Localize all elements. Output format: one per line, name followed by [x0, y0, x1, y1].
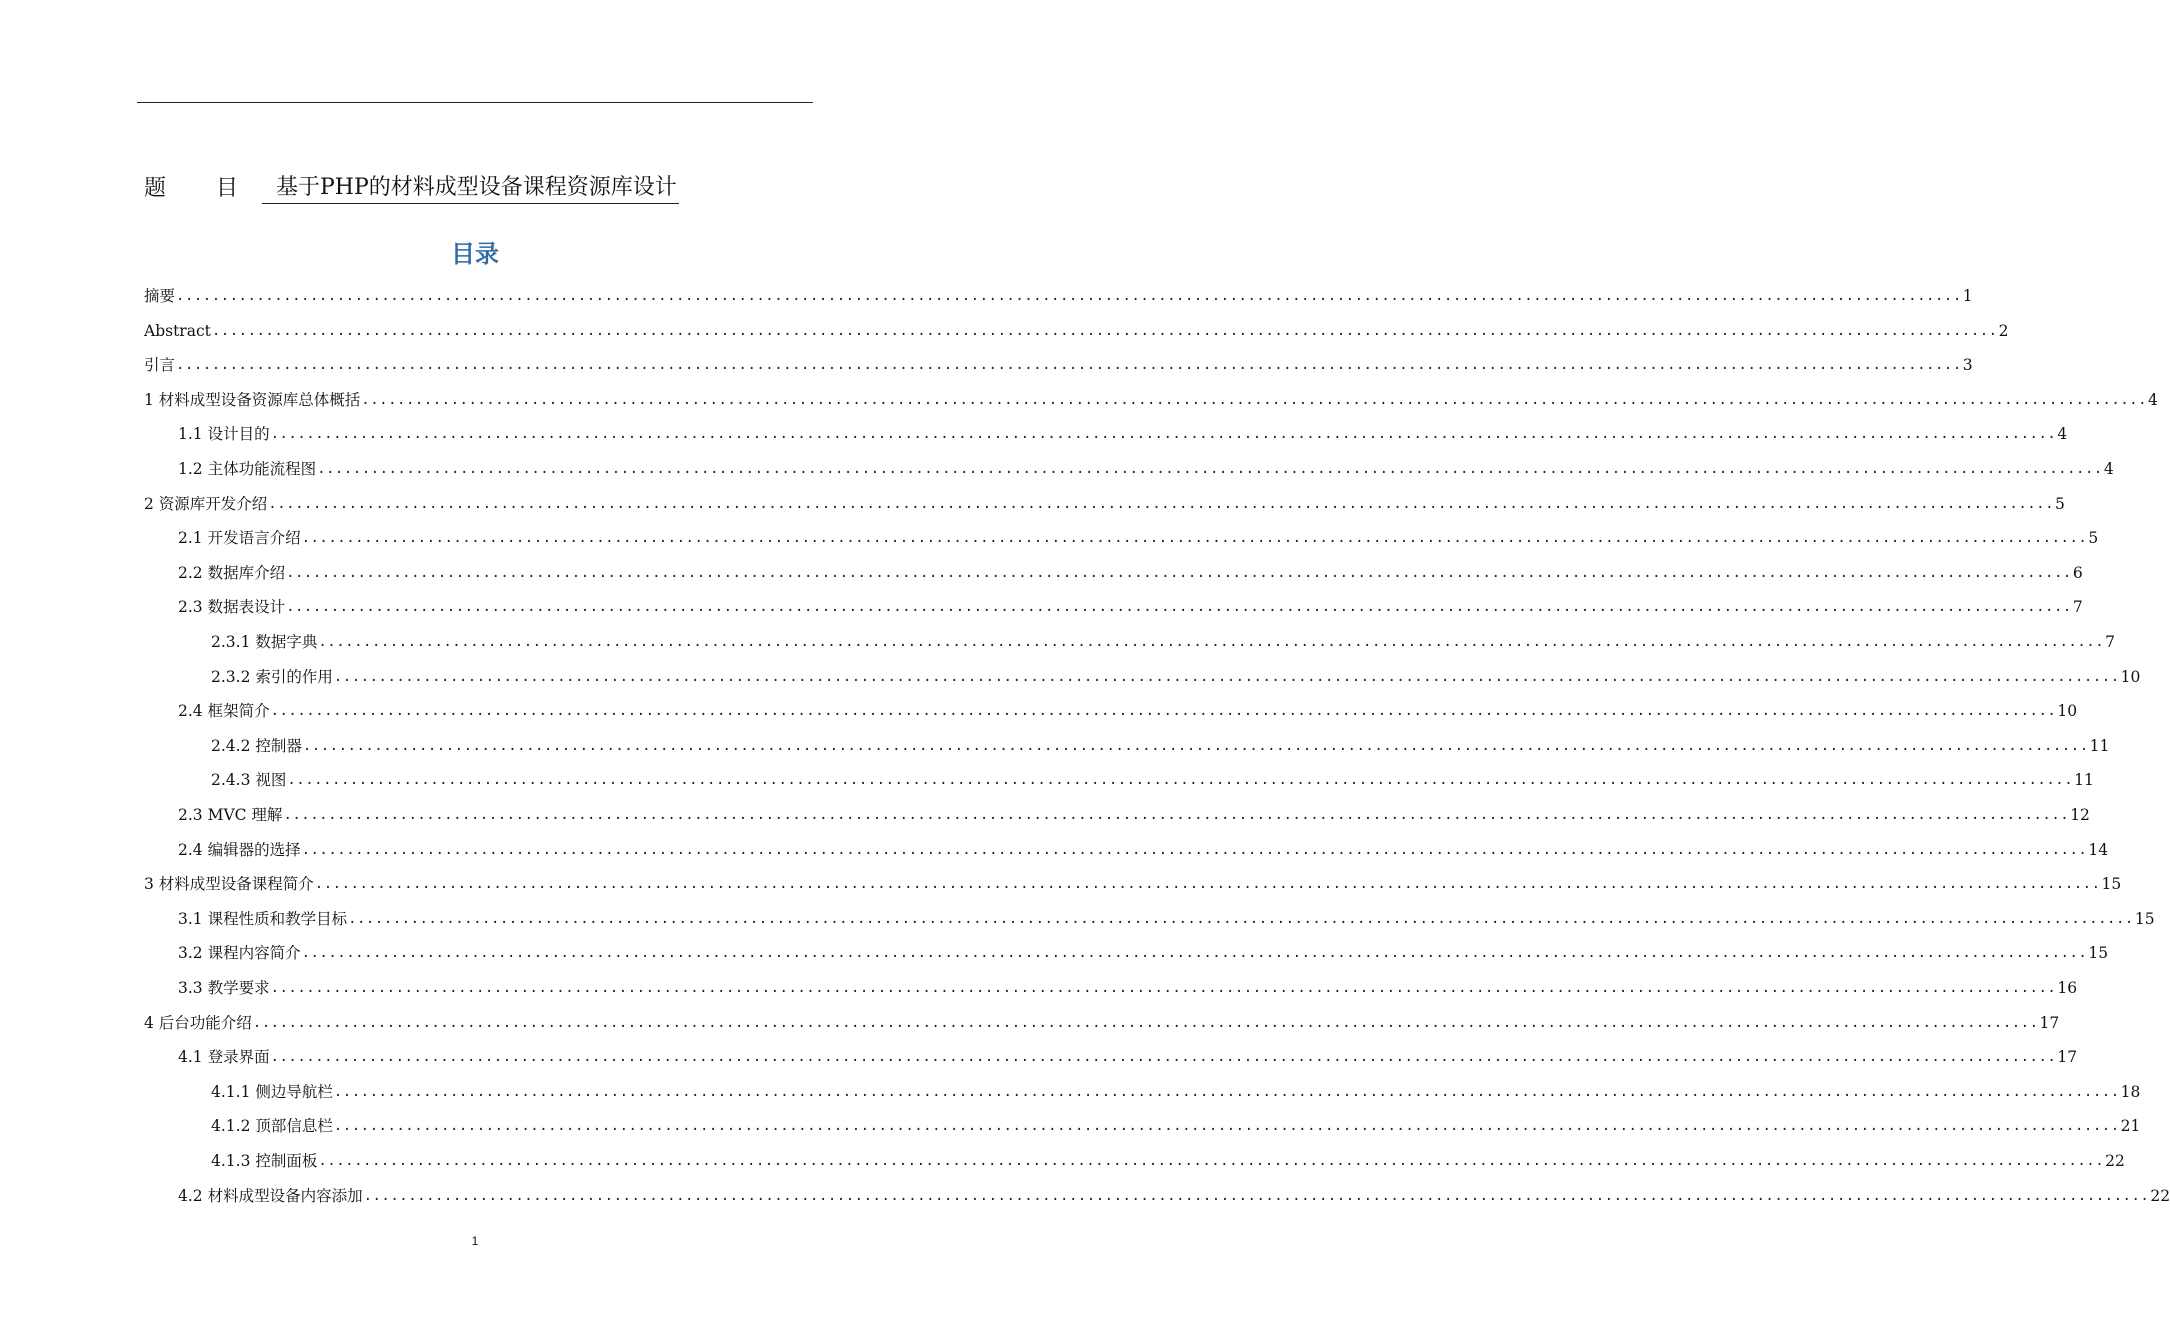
toc-entry-page: 6 — [2072, 563, 2083, 582]
toc-entry[interactable] — [178, 1183, 2170, 1207]
toc-leader-dots: ........................................................................................................................................................................................................ — [286, 599, 2072, 616]
toc-entry[interactable] — [178, 975, 2078, 999]
toc-leader-dots: ........................................................................................................................................................................................................ — [301, 530, 2088, 547]
toc-entry-page: 4 — [2057, 425, 2068, 444]
page-number: 1 — [471, 1234, 479, 1248]
toc-leader-dots: ........................................................................................................................................................................................................ — [286, 564, 2072, 581]
toc-leader-dots: ........................................................................................................................................................................................................ — [361, 391, 2148, 408]
toc-entry-page: 15 — [2101, 875, 2122, 894]
toc-entry-page: 4 — [2148, 390, 2158, 409]
toc-entry[interactable] — [178, 1044, 2078, 1068]
toc-leader-dots: ........................................................................................................................................................................................................ — [363, 1187, 2150, 1204]
toc-entry[interactable] — [144, 1010, 2060, 1034]
toc-entry[interactable] — [178, 698, 2078, 722]
toc-entry-page: 10 — [2120, 667, 2141, 686]
toc-entry[interactable] — [144, 387, 2158, 411]
toc-entry-label: 2.2 数据库介绍 — [178, 563, 286, 582]
toc-entry[interactable] — [211, 1079, 2141, 1103]
toc-leader-dots: ........................................................................................................................................................................................................ — [270, 426, 2057, 443]
toc-entry-label: 3.1 课程性质和教学目标 — [178, 909, 348, 928]
toc-entry-page: 14 — [2088, 840, 2109, 859]
toc-entry[interactable] — [144, 283, 1973, 307]
toc-leader-dots: ........................................................................................................................................................................................................ — [314, 876, 2101, 893]
toc-entry-label: 4.1 登录界面 — [178, 1048, 270, 1067]
toc-entry-page: 22 — [2150, 1186, 2170, 1205]
toc-entry-label: Abstract — [144, 321, 211, 340]
toc-entry[interactable] — [211, 664, 2141, 688]
toc-leader-dots: ........................................................................................................................................................................................................ — [211, 322, 1998, 339]
toc-entry-page: 16 — [2057, 979, 2078, 997]
toc-leader-dots: ........................................................................................................................................................................................................ — [287, 772, 2074, 789]
toc-leader-dots: ........................................................................................................................................................................................................ — [270, 1049, 2057, 1066]
toc-entry-page: 7 — [2105, 633, 2115, 651]
toc-entry-page: 12 — [2070, 806, 2090, 824]
toc-leader-dots: ........................................................................................................................................................................................................ — [302, 737, 2089, 754]
toc-entry-page: 1 — [1962, 287, 1973, 305]
toc-entry-page: 5 — [2088, 529, 2099, 548]
toc-leader-dots: ........................................................................................................................................................................................................ — [270, 703, 2057, 720]
toc-entry-label: 3.2 课程内容简介 — [178, 944, 301, 963]
toc-entry[interactable] — [178, 906, 2155, 930]
toc-entry-page: 11 — [2074, 771, 2094, 790]
toc-entry-page: 17 — [2039, 1013, 2060, 1032]
toc-entry-label: 2.3.2 索引的作用 — [211, 667, 333, 686]
toc-entry-page: 15 — [2134, 909, 2155, 928]
toc-leader-dots: ........................................................................................................................................................................................................ — [252, 1014, 2039, 1031]
toc-entry-label: 4.2 材料成型设备内容添加 — [178, 1186, 363, 1205]
toc-entry-page: 22 — [2105, 1152, 2125, 1170]
toc-entry[interactable] — [178, 940, 2109, 964]
toc-leader-dots: ........................................................................................................................................................................................................ — [318, 634, 2105, 650]
toc-leader-dots: ........................................................................................................................................................................................................ — [283, 807, 2070, 823]
toc-entry-label: 2.3.1 数据字典 — [211, 633, 318, 651]
toc-entry-page: 7 — [2072, 598, 2083, 617]
toc-heading: 目录 — [451, 240, 499, 268]
toc-entry[interactable] — [178, 560, 2083, 584]
toc-entry-label: 1.2 主体功能流程图 — [178, 460, 317, 478]
toc-entry-page: 3 — [1962, 356, 1973, 375]
thesis-title-line — [144, 170, 679, 204]
header-rule — [137, 102, 813, 103]
toc-entry[interactable] — [178, 802, 2090, 826]
toc-entry-label: 摘要 — [144, 287, 176, 305]
toc-entry[interactable] — [178, 525, 2099, 549]
toc-entry-page: 5 — [2055, 494, 2065, 513]
title-label-ti: 题 — [144, 176, 167, 201]
toc-entry-label: 3.3 教学要求 — [178, 979, 270, 997]
toc-leader-dots: ........................................................................................................................................................................................................ — [176, 288, 1962, 304]
toc-entry[interactable] — [144, 352, 1973, 376]
toc-entry-label: 2.4.2 控制器 — [211, 736, 302, 755]
toc-leader-dots: ........................................................................................................................................................................................................ — [333, 1083, 2120, 1100]
toc-entry-label: 2.4 编辑器的选择 — [178, 840, 301, 859]
toc-entry-label: 2.1 开发语言介绍 — [178, 529, 301, 548]
toc-entry-label: 1.1 设计目的 — [178, 425, 270, 444]
toc-entry-page: 18 — [2120, 1082, 2141, 1101]
toc-leader-dots: ........................................................................................................................................................................................................ — [176, 357, 1962, 374]
toc-entry-label: 2.3 数据表设计 — [178, 598, 286, 617]
toc-entry-label: 2.3 MVC 理解 — [178, 806, 283, 824]
toc-entry-label: 3 材料成型设备课程简介 — [144, 875, 314, 894]
toc-leader-dots: ........................................................................................................................................................................................................ — [268, 495, 2055, 512]
toc-entry-label: 4.1.1 侧边导航栏 — [211, 1082, 333, 1101]
toc-entry-label: 4.1.3 控制面板 — [211, 1152, 318, 1170]
toc-entry-label: 2.4 框架简介 — [178, 702, 270, 721]
toc-leader-dots: ........................................................................................................................................................................................................ — [333, 1118, 2120, 1135]
toc-entry[interactable] — [211, 767, 2094, 791]
toc-entry-page: 21 — [2120, 1117, 2141, 1136]
toc-entry-page: 10 — [2057, 702, 2078, 721]
thesis-title: 基于PHP的材料成型设备课程资源库设计 — [262, 173, 679, 204]
toc-entry[interactable] — [178, 594, 2083, 618]
toc-entry[interactable] — [144, 491, 2065, 515]
toc-entry[interactable] — [211, 1148, 2125, 1172]
toc-leader-dots: ........................................................................................................................................................................................................ — [301, 841, 2088, 858]
toc-entry-page: 2 — [1998, 321, 2009, 340]
toc-leader-dots: ........................................................................................................................................................................................................ — [270, 980, 2057, 996]
toc-entry[interactable] — [144, 318, 2009, 342]
toc-entry[interactable] — [178, 456, 2114, 480]
toc-entry-label: 2 资源库开发介绍 — [144, 494, 268, 513]
toc-leader-dots: ........................................................................................................................................................................................................ — [317, 461, 2103, 477]
toc-entry[interactable] — [211, 733, 2110, 757]
toc-entry-label: 引言 — [144, 356, 176, 375]
toc-entry-label: 4 后台功能介绍 — [144, 1013, 252, 1032]
toc-leader-dots: ........................................................................................................................................................................................................ — [318, 1153, 2105, 1169]
title-label-mu: 目 — [216, 176, 239, 201]
toc-entry-label: 1 材料成型设备资源库总体概括 — [144, 390, 361, 409]
toc-entry-page: 11 — [2089, 736, 2110, 755]
toc-leader-dots: ........................................................................................................................................................................................................ — [348, 910, 2134, 927]
toc-entry-label: 2.4.3 视图 — [211, 771, 287, 790]
toc-entry-page: 17 — [2057, 1048, 2078, 1067]
toc-entry[interactable] — [178, 421, 2068, 445]
toc-leader-dots: ........................................................................................................................................................................................................ — [301, 945, 2088, 962]
toc-entry[interactable] — [211, 629, 2115, 653]
toc-leader-dots: ........................................................................................................................................................................................................ — [333, 668, 2120, 685]
toc-entry[interactable] — [178, 837, 2109, 861]
toc-entry-page: 15 — [2088, 944, 2109, 963]
toc-entry-page: 4 — [2103, 460, 2114, 478]
toc-entry[interactable] — [144, 871, 2122, 895]
toc-entry-label: 4.1.2 顶部信息栏 — [211, 1117, 333, 1136]
toc-entry[interactable] — [211, 1113, 2141, 1137]
